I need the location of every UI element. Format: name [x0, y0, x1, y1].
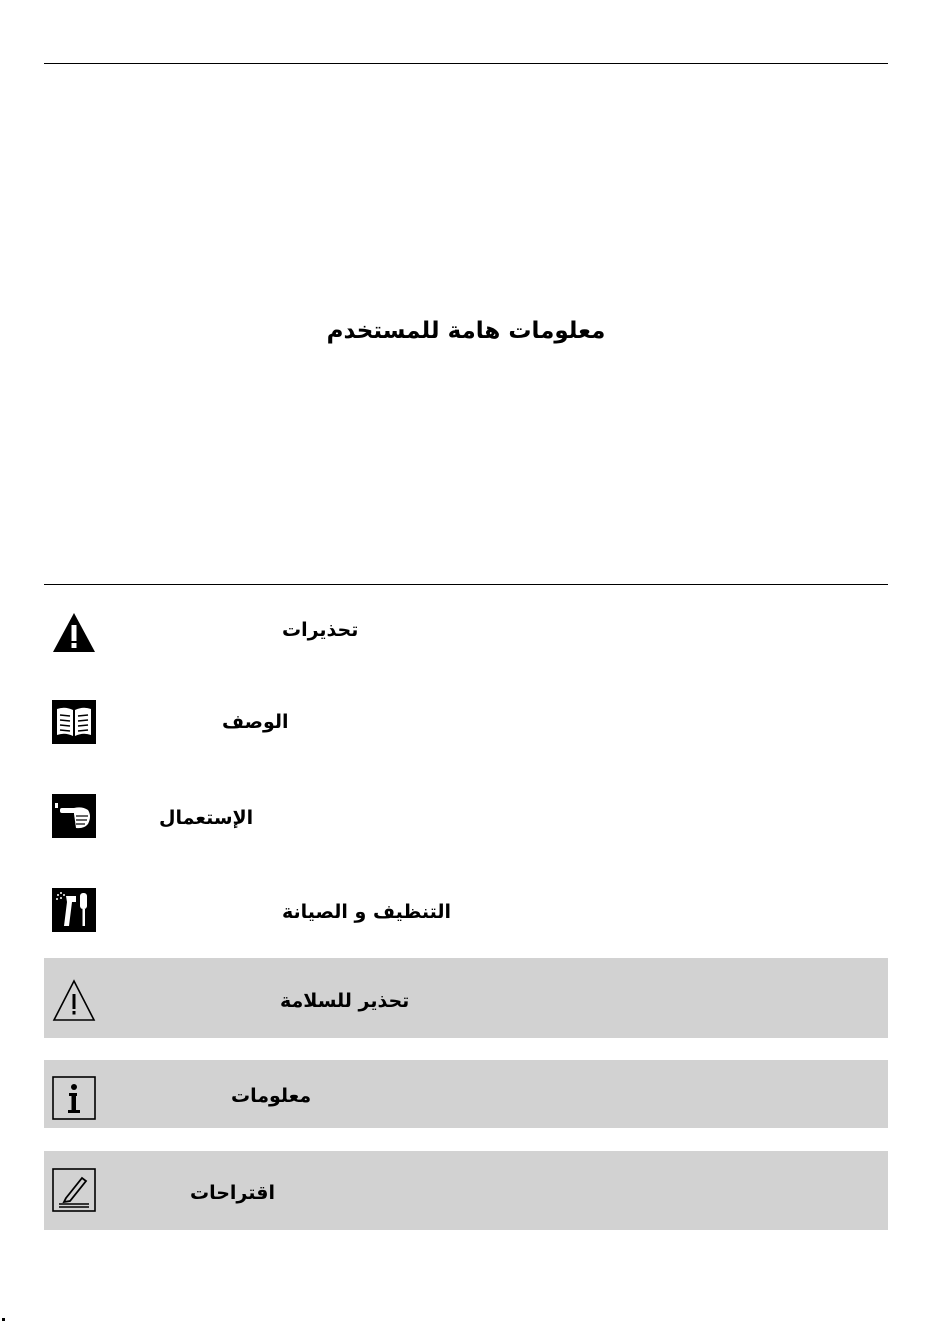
legend-row-information: [44, 1060, 888, 1128]
cleaning-tools-icon: [52, 888, 96, 932]
top-divider: [44, 63, 888, 64]
pointing-hand-icon: [52, 794, 96, 838]
info-icon: [52, 1076, 96, 1120]
warning-triangle-icon: [52, 610, 96, 654]
legend-row-warnings: [44, 604, 888, 660]
legend-divider: [44, 584, 888, 585]
legend-label-safety: تحذير للسلامة: [280, 990, 410, 1012]
legend-label-usage: الإستعمال: [159, 807, 254, 829]
pencil-note-icon: [52, 1168, 96, 1212]
legend-row-suggestions: [44, 1151, 888, 1230]
page-title: معلومات هامة للمستخدم: [326, 318, 606, 344]
legend-label-description: الوصف: [222, 711, 289, 733]
legend-label-warnings: تحذيرات: [282, 619, 359, 641]
legend-row-description: [44, 698, 888, 750]
legend-row-cleaning: [44, 886, 888, 938]
legend-row-usage: [44, 792, 888, 844]
legend-label-information: معلومات: [231, 1085, 312, 1107]
page-mark: [2, 1318, 5, 1321]
legend-label-suggestions: اقتراحات: [190, 1182, 275, 1204]
legend-label-cleaning: التنظيف و الصيانة: [282, 901, 452, 923]
legend-row-safety: [44, 958, 888, 1038]
safety-warning-outline-icon: [52, 978, 96, 1022]
book-icon: [52, 700, 96, 744]
